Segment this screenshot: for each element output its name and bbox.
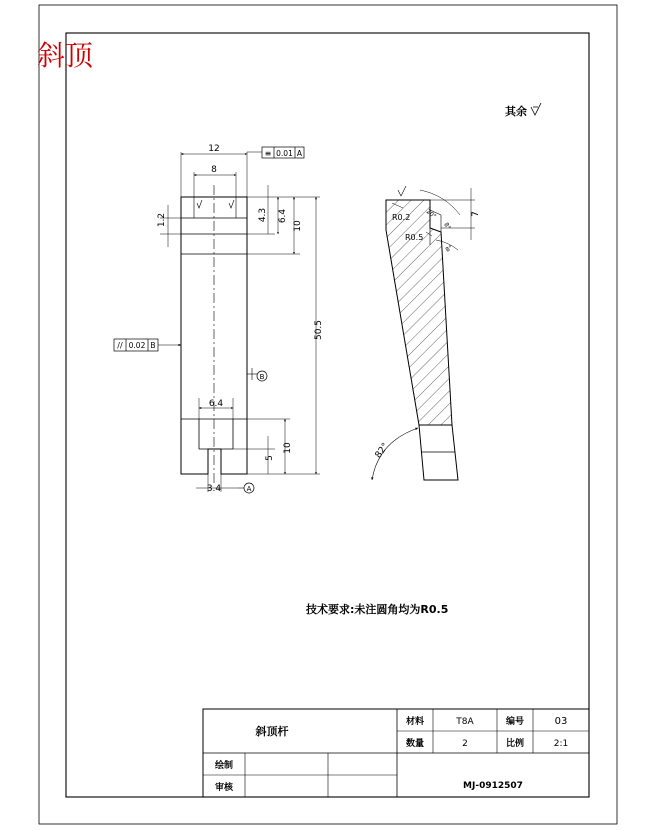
part-name: 斜顶杆 bbox=[255, 725, 289, 738]
roughness-icon bbox=[398, 186, 406, 196]
outer-border bbox=[39, 5, 617, 824]
angle-8: 8° bbox=[442, 221, 452, 231]
symmetry-symbol: ≡ bbox=[264, 149, 272, 158]
symmetry-value: 0.01 bbox=[276, 149, 293, 158]
inner-border bbox=[66, 33, 589, 797]
angle-20: 20° bbox=[424, 208, 438, 221]
surface-note-text: 其余 bbox=[505, 105, 527, 118]
material-label: 材料 bbox=[405, 717, 425, 727]
dim-7: 7 bbox=[471, 211, 481, 217]
drawing-number: MJ-0912507 bbox=[463, 781, 523, 791]
dim-width-inner: 8 bbox=[211, 165, 217, 175]
parallel-tolerance-frame bbox=[114, 339, 158, 351]
dim-h-5: 5 bbox=[265, 455, 275, 461]
surface-finish-note bbox=[505, 103, 541, 118]
side-view bbox=[372, 186, 475, 480]
dim-h-6-4: 6.4 bbox=[278, 208, 288, 224]
dim-h-10-top: 10 bbox=[293, 220, 303, 232]
side-view-bottom-block bbox=[419, 425, 458, 480]
drawn-label: 绘制 bbox=[214, 761, 234, 771]
symmetry-tolerance-frame bbox=[247, 147, 304, 158]
scale-label: 比例 bbox=[505, 739, 525, 749]
radius-0-2: R0.2 bbox=[392, 213, 411, 222]
angle-82: 82° bbox=[373, 441, 392, 461]
code-label: 编号 bbox=[505, 717, 525, 727]
title-block bbox=[203, 709, 589, 797]
roughness-icon bbox=[531, 103, 541, 115]
parallel-value: 0.02 bbox=[128, 341, 146, 350]
material-value: T8A bbox=[456, 717, 474, 727]
symmetry-datum: A bbox=[296, 149, 303, 158]
scale-value: 2:1 bbox=[553, 739, 569, 749]
dim-slot-width: 6.4 bbox=[208, 399, 224, 409]
qty-value: 2 bbox=[462, 739, 468, 749]
dim-h-1-2: 1.2 bbox=[157, 212, 167, 228]
qty-label: 数量 bbox=[405, 739, 425, 749]
angle-8b: 8° bbox=[444, 244, 454, 254]
datum-a-label: A bbox=[246, 485, 252, 493]
code-value: 03 bbox=[554, 716, 568, 727]
front-view bbox=[158, 152, 320, 493]
parallel-datum: B bbox=[150, 341, 156, 350]
dim-slot-bottom: 3.4 bbox=[206, 484, 222, 494]
radius-0-5: R0.5 bbox=[405, 233, 424, 242]
dim-h-10-bottom: 10 bbox=[283, 442, 293, 454]
page-title: 斜顶 bbox=[37, 39, 94, 72]
datum-b-label: B bbox=[259, 373, 265, 381]
dim-h-4-3: 4.3 bbox=[258, 207, 268, 223]
technical-requirements: 技术要求:未注圆角均为R0.5 bbox=[306, 603, 449, 616]
title-block-text bbox=[215, 715, 568, 793]
parallel-symbol: // bbox=[117, 341, 123, 350]
dim-h-50-5: 50.5 bbox=[314, 319, 324, 341]
checked-label: 审核 bbox=[214, 783, 234, 793]
dim-width-total: 12 bbox=[208, 144, 220, 154]
